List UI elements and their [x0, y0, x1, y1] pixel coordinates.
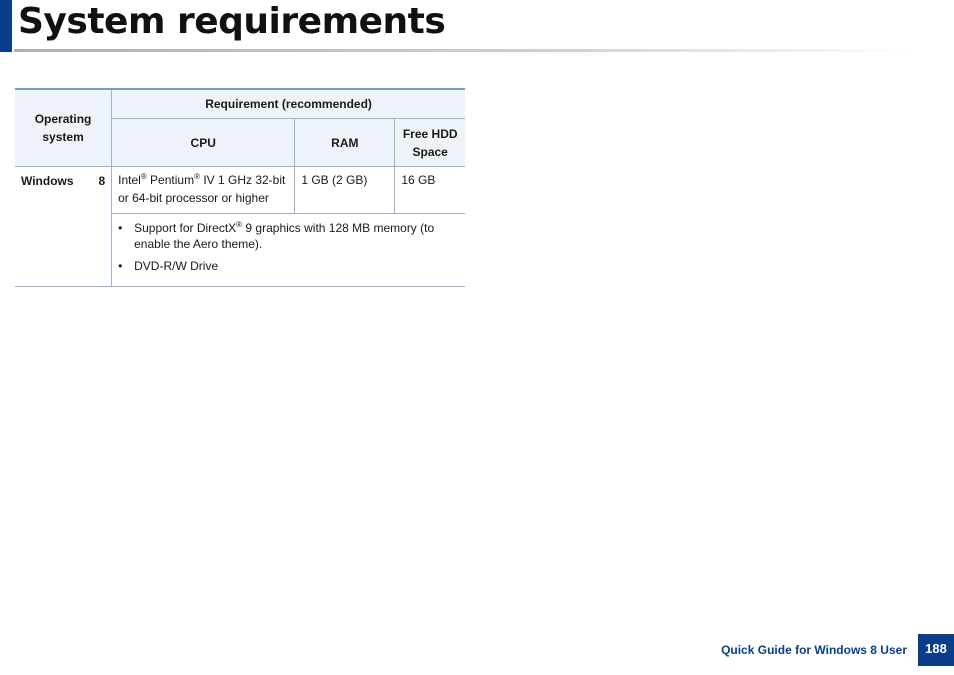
header-hdd: Free HDD Space — [395, 119, 465, 167]
notes-cell — [112, 214, 465, 287]
notes-list — [118, 220, 459, 274]
table-header-row — [15, 89, 465, 119]
page-title: System requirements — [18, 1, 446, 42]
system-requirements-table — [15, 88, 465, 287]
registered-mark: ® — [194, 172, 200, 181]
table-row — [15, 167, 465, 214]
registered-mark: ® — [140, 172, 147, 181]
cpu-spec: IV 1 GHz 32-bit or 64-bit processor or higher — [118, 173, 286, 205]
header-cpu: CPU — [112, 119, 295, 167]
page-number-badge: 188 — [918, 634, 954, 666]
registered-mark: ® — [236, 220, 243, 229]
header-operating-system: Operating system — [15, 89, 112, 167]
footer-guide-label: Quick Guide for Windows 8 User — [721, 643, 907, 657]
hdd-cell: 16 GB — [395, 167, 465, 214]
note-directx-detail: 9 graphics with 128 MB memory (to enable the Aero theme). — [134, 221, 435, 251]
title-accent-bar — [0, 0, 12, 52]
os-version: 8 — [98, 174, 106, 188]
cpu-model: Pentium — [146, 173, 195, 187]
note-directx: Support for DirectX — [134, 221, 237, 235]
note-dvd: DVD-R/W Drive — [134, 259, 219, 273]
header-requirement: Requirement (recommended) — [112, 89, 465, 119]
os-name: Windows — [21, 174, 74, 188]
list-item — [118, 258, 459, 274]
cpu-brand: Intel — [118, 173, 141, 187]
header-ram: RAM — [295, 119, 395, 167]
bullet-icon: • — [118, 259, 123, 273]
os-cell — [15, 167, 112, 287]
cpu-cell — [112, 167, 295, 214]
bullet-icon: • — [118, 221, 123, 235]
title-underline — [14, 49, 914, 52]
list-item — [118, 220, 459, 252]
ram-cell: 1 GB (2 GB) — [295, 167, 395, 214]
